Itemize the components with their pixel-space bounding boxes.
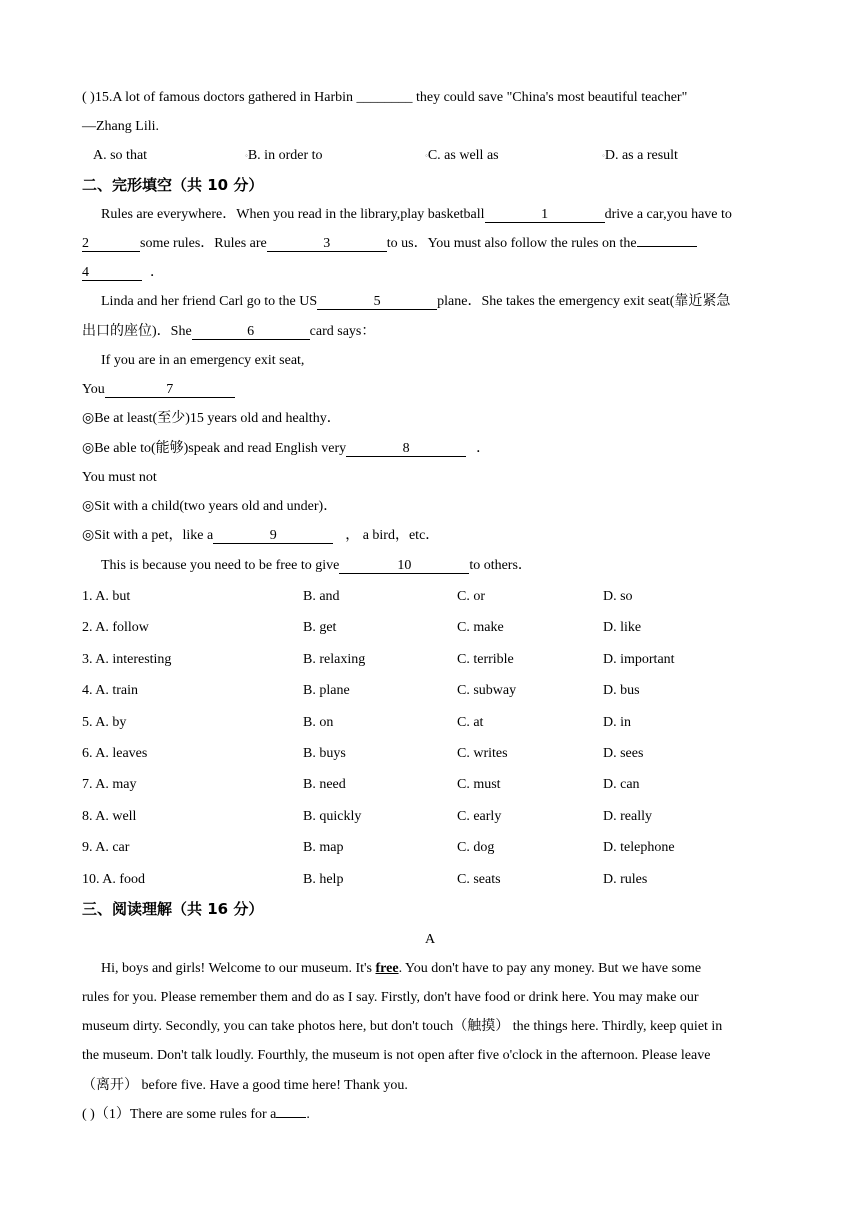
question-stem: 15.A lot of famous doctors gathered in Harbin ________ they could save "China's most beautiful teacher"	[94, 90, 688, 105]
blank-trail	[637, 246, 697, 247]
section-heading-reading: 三、阅读理解（共 16 分）	[82, 900, 264, 918]
choice-2-d: D. like	[603, 620, 642, 635]
choice-9-a: 9. A. car	[82, 840, 130, 855]
blank-10: 10	[339, 558, 469, 574]
cloze-line-4: Linda and her friend Carl go to the US 5 plane．She takes the emergency exit seat(靠近紧急	[101, 294, 731, 309]
choice-1-b: B. and	[303, 589, 340, 604]
cloze-line-13: This is because you need to be free to give 10 to others．	[101, 558, 532, 573]
choice-8-c: C. early	[457, 809, 502, 824]
passage-line-5: （离开） before five. Have a good time here! Thank you.	[82, 1078, 408, 1093]
blank-7: 7	[105, 382, 235, 398]
blank-8: 8	[346, 441, 466, 457]
reading-question-1: ( )（1）There are some rules for a .	[82, 1107, 310, 1122]
blank-6: 6	[192, 324, 310, 340]
choice-6-a: 6. A. leaves	[82, 746, 148, 761]
passage-line-1: Hi, boys and girls! Welcome to our museum. It's free. You don't have to pay any money. But we have some	[101, 961, 702, 976]
choice-4-c: C. subway	[457, 683, 517, 698]
cloze-line-9: ◎Be able to(能够)speak and read English very 8 ．	[82, 441, 491, 456]
passage-label: A	[425, 932, 436, 947]
choice-9-b: B. map	[303, 840, 344, 855]
choice-6-c: C. writes	[457, 746, 508, 761]
choice-5-c: C. at	[457, 715, 484, 730]
choice-8-b: B. quickly	[303, 809, 362, 824]
passage-line-3: museum dirty. Secondly, you can take photos here, but don't touch（触摸） the things here. Thirdly, keep quiet in	[82, 1019, 723, 1034]
cloze-line-12: ◎Sit with a pet，like a 9 ， a bird，etc．	[82, 528, 440, 543]
choice-2-a: 2. A. follow	[82, 620, 149, 635]
blank-2: 2	[82, 236, 140, 252]
choice-4-a: 4. A. train	[82, 683, 138, 698]
cloze-line-5: 出口的座位)．She 6 card says：	[82, 324, 376, 339]
answer-blank	[276, 1117, 306, 1118]
question-15	[82, 89, 687, 107]
answer-paren: ( )	[82, 1107, 95, 1122]
choice-1-a: 1. A. but	[82, 589, 131, 604]
choice-7-d: D. can	[603, 777, 640, 792]
option-d: ◦D. as a result	[602, 148, 678, 164]
choice-10-b: B. help	[303, 872, 344, 887]
choice-3-d: D. important	[603, 652, 675, 667]
blank-9: 9	[213, 528, 333, 544]
choice-10-d: D. rules	[603, 872, 648, 887]
choice-7-c: C. must	[457, 777, 501, 792]
choice-5-a: 5. A. by	[82, 715, 127, 730]
choice-3-b: B. relaxing	[303, 652, 366, 667]
cloze-line-8: ◎Be at least(至少)15 years old and healthy．	[82, 411, 341, 426]
choice-1-d: D. so	[603, 589, 633, 604]
choice-8-d: D. really	[603, 809, 652, 824]
cloze-line-10: You must not	[82, 470, 157, 485]
passage-line-4: the museum. Don't talk loudly. Fourthly, the museum is not open after five o'clock in the afternoon. Please leave	[82, 1048, 711, 1063]
cloze-line-7: You 7	[82, 381, 235, 399]
option-c: ◦C. as well as	[425, 148, 499, 164]
choice-2-c: C. make	[457, 620, 504, 635]
cloze-line-6: If you are in an emergency exit seat,	[101, 353, 305, 368]
option-a: A. so that	[93, 148, 148, 163]
choice-3-a: 3. A. interesting	[82, 652, 172, 667]
section-heading-cloze: 二、完形填空（共 10 分）	[82, 176, 264, 194]
choice-9-c: C. dog	[457, 840, 495, 855]
choice-2-b: B. get	[303, 620, 337, 635]
underlined-word: free	[375, 961, 399, 976]
blank-4: 4	[82, 265, 142, 281]
choice-7-a: 7. A. may	[82, 777, 137, 792]
choice-3-c: C. terrible	[457, 652, 514, 667]
choice-6-b: B. buys	[303, 746, 346, 761]
answer-paren: ( )	[82, 90, 95, 105]
choice-10-c: C. seats	[457, 872, 501, 887]
choice-8-a: 8. A. well	[82, 809, 137, 824]
choice-5-d: D. in	[603, 715, 631, 730]
question-15-continuation: —Zhang Lili.	[82, 119, 159, 134]
blank-5: 5	[317, 294, 437, 310]
choice-6-d: D. sees	[603, 746, 644, 761]
choice-7-b: B. need	[303, 777, 346, 792]
cloze-line-11: ◎Sit with a child(two years old and under)．	[82, 499, 338, 514]
cloze-line-1: Rules are everywhere．When you read in the library,play basketball 1 drive a car,you have to	[101, 207, 732, 222]
choice-5-b: B. on	[303, 715, 334, 730]
cloze-line-3: 4 ．	[82, 265, 164, 280]
choice-4-d: D. bus	[603, 683, 640, 698]
choice-4-b: B. plane	[303, 683, 350, 698]
blank-3: 3	[267, 236, 387, 252]
passage-line-2: rules for you. Please remember them and do as I say. Firstly, don't have food or drink here. You may make our	[82, 990, 699, 1005]
choice-10-a: 10. A. food	[82, 872, 145, 887]
cloze-line-2: 2 some rules．Rules are 3 to us．You must also follow the rules on the	[82, 235, 697, 253]
option-b: ◦B. in order to	[245, 148, 323, 164]
choice-9-d: D. telephone	[603, 840, 675, 855]
choice-1-c: C. or	[457, 589, 485, 604]
blank-1: 1	[485, 207, 605, 223]
